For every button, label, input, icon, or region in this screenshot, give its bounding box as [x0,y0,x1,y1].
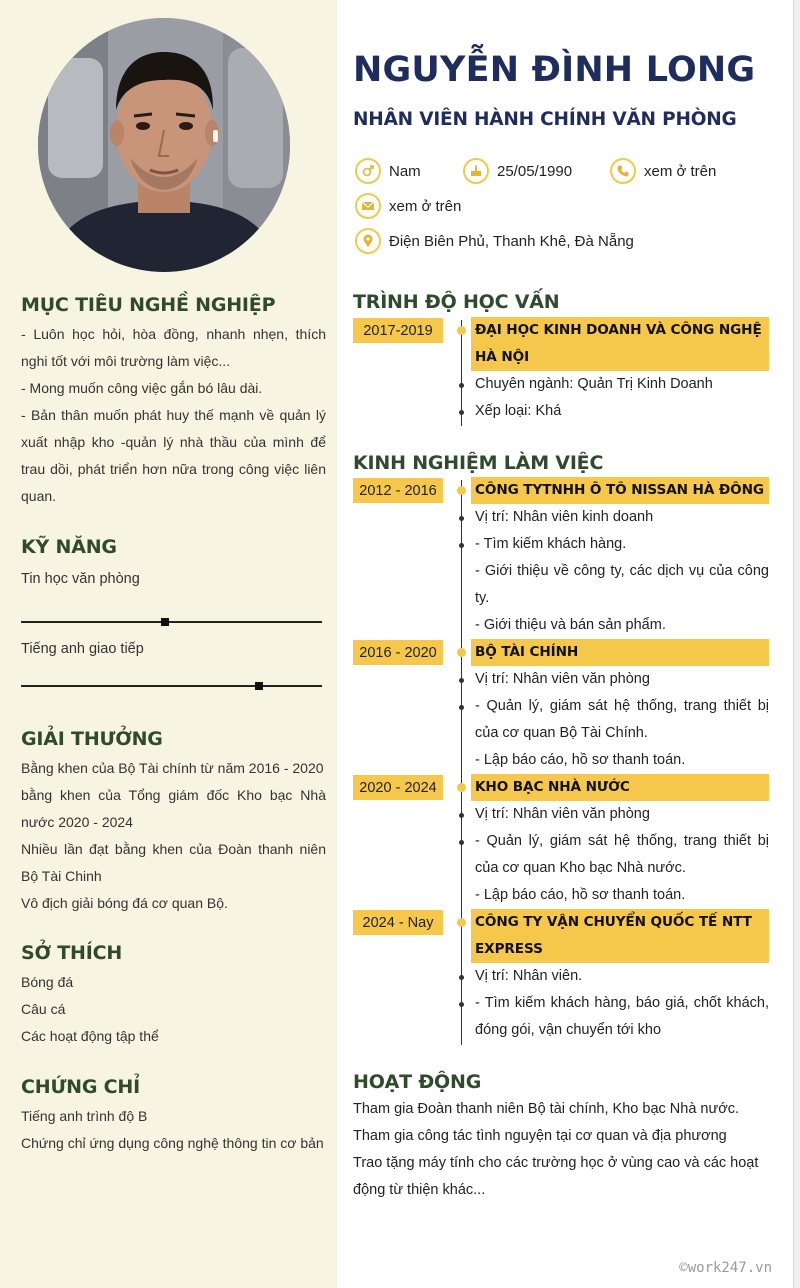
email-value: xem ở trên [389,197,462,215]
experience-line: - Lập báo cáo, hồ sơ thanh toán. [475,887,686,903]
gender-icon [355,158,381,184]
activity-line: Tham gia Đoàn thanh niên Bộ tài chính, Kho bạc Nhà nước. [353,1101,739,1117]
experience-line: - Tìm kiếm khách hàng. [475,536,627,552]
award-line: Vô địch giải bóng đá cơ quan Bộ. [21,895,228,911]
award-line: bằng khen của Tổng giám đốc Kho bạc Nhà nước 2020 - 2024 [21,787,326,830]
experience-date: 2024 - Nay [353,910,443,935]
awards-text [21,755,326,917]
info-gender [355,158,421,184]
education-line: Xếp loại: Khá [475,403,562,419]
experience-company: CÔNG TYTNHH Ô TÔ NISSAN HÀ ĐÔNG [471,477,769,504]
objective-line: - Bản thân muốn phát huy thế mạnh về quản lý xuất nhập kho -quản lý nhà thầu của mình để trau dồi, phát triển hơn nữa trong công việc liên quan. [21,407,326,504]
experience-line: - Giới thiệu về công ty, các dịch vụ của công ty. [475,563,769,606]
info-address [355,228,634,254]
phone-value: xem ở trên [644,162,717,180]
education-date: 2017-2019 [353,318,443,343]
skill-bar [21,621,322,623]
experience-title: KINH NGHIỆM LÀM VIỆC [353,452,604,474]
timeline-bullet [459,840,464,845]
hobbies-title: SỞ THÍCH [21,942,123,964]
timeline-dot [457,326,466,335]
experience-line: Vị trí: Nhân viên văn phòng [475,806,650,822]
timeline-bullet [459,543,464,548]
experience-timeline [461,480,462,1045]
experience-date: 2020 - 2024 [353,775,443,800]
activity-line: Trao tặng máy tính cho các trường học ở vùng cao và các hoạt động từ thiện khác... [353,1155,759,1198]
timeline-bullet [459,975,464,980]
experience-line: - Giới thiệu và bán sản phẩm. [475,617,666,633]
experience-company: KHO BẠC NHÀ NƯỚC [471,774,769,801]
awards-section [21,728,326,917]
certificate-line: Chứng chỉ ứng dụng công nghệ thông tin cơ bản [21,1135,324,1151]
job-title: NHÂN VIÊN HÀNH CHÍNH VĂN PHÒNG [353,109,737,130]
watermark: ©work247.vn [679,1260,772,1276]
email-icon [355,193,381,219]
activities-text [353,1096,773,1204]
hobbies-text [21,969,326,1050]
timeline-bullet [459,813,464,818]
address-value: Điện Biên Phủ, Thanh Khê, Đà Nẵng [389,232,634,250]
experience-line: - Quản lý, giám sát hệ thống, trang thiết bị của cơ quan Bộ Tài Chính. [475,698,769,741]
phone-icon [610,158,636,184]
timeline-dot [457,783,466,792]
objective-section [21,294,326,510]
avatar-photo [38,18,290,272]
skill-name: Tiếng anh giao tiếp [21,641,144,657]
avatar [38,18,290,272]
activity-line: Tham gia công tác tình nguyện tại cơ quan và địa phương [353,1128,727,1144]
experience-company: CÔNG TY VẬN CHUYỂN QUỐC TẾ NTT EXPRESS [471,909,769,963]
experience-date: 2016 - 2020 [353,640,443,665]
info-phone [610,158,716,184]
certificates-title: CHỨNG CHỈ [21,1076,140,1098]
objective-text [21,321,326,510]
experience-line: - Quản lý, giám sát hệ thống, trang thiết bị của cơ quan Kho bạc Nhà nước. [475,833,769,876]
birthday-cake-icon [463,158,489,184]
timeline-dot [457,918,466,927]
timeline-bullet [459,516,464,521]
awards-title: GIẢI THƯỞNG [21,728,163,750]
experience-date: 2012 - 2016 [353,478,443,503]
timeline-bullet [459,383,464,388]
education-school: ĐẠI HỌC KINH DOANH VÀ CÔNG NGHỆ HÀ NỘI [471,317,769,371]
award-line: Nhiều lần đạt bằng khen của Đoàn thanh niên Bộ Tài Chinh [21,841,326,884]
skill-level-marker [255,682,263,690]
skill-item [21,639,326,709]
skill-item [21,569,326,639]
objective-line: - Luôn học hỏi, hòa đồng, nhanh nhẹn, thích nghi tốt với môi trường làm việc... [21,326,326,369]
info-birthday [463,158,572,184]
page-edge [793,0,800,1288]
certificate-line: Tiếng anh trình độ B [21,1108,148,1124]
experience-line: Vị trí: Nhân viên. [475,968,583,984]
skill-name: Tin học văn phòng [21,571,140,587]
skills-title: KỸ NĂNG [21,536,117,558]
main-content [337,0,793,1288]
experience-line: - Tìm kiếm khách hàng, báo giá, chốt khách, đóng gói, vận chuyển tới kho [475,995,769,1038]
activities-title: HOẠT ĐỘNG [353,1071,482,1093]
info-email [355,193,461,219]
objective-title: MỤC TIÊU NGHỀ NGHIỆP [21,294,276,316]
timeline-dot [457,486,466,495]
award-line: Bằng khen của Bộ Tài chính từ năm 2016 - 2020 [21,760,324,776]
skill-level-marker [161,618,169,626]
hobby-line: Các hoạt động tập thể [21,1028,159,1044]
education-title: TRÌNH ĐỘ HỌC VẤN [353,291,560,313]
candidate-name: NGUYỄN ĐÌNH LONG [353,50,756,90]
experience-line: - Lập báo cáo, hồ sơ thanh toán. [475,752,686,768]
hobbies-section [21,942,326,1050]
experience-company: BỘ TÀI CHÍNH [471,639,769,666]
timeline-bullet [459,1002,464,1007]
birthday-value: 25/05/1990 [497,162,573,180]
sidebar [0,0,337,1288]
gender-value: Nam [389,162,421,180]
experience-line: Vị trí: Nhân viên văn phòng [475,671,650,687]
education-line: Chuyên ngành: Quản Trị Kinh Doanh [475,376,713,392]
map-pin-icon [355,228,381,254]
certificates-text [21,1103,326,1157]
certificates-section [21,1076,326,1157]
hobby-line: Câu cá [21,1001,66,1017]
timeline-bullet [459,705,464,710]
hobby-line: Bóng đá [21,974,74,990]
skills-section [21,536,326,709]
skill-bar [21,685,322,687]
objective-line: - Mong muốn công việc gắn bó lâu dài. [21,380,263,396]
timeline-bullet [459,678,464,683]
timeline-dot [457,648,466,657]
timeline-bullet [459,410,464,415]
experience-line: Vị trí: Nhân viên kinh doanh [475,509,654,525]
